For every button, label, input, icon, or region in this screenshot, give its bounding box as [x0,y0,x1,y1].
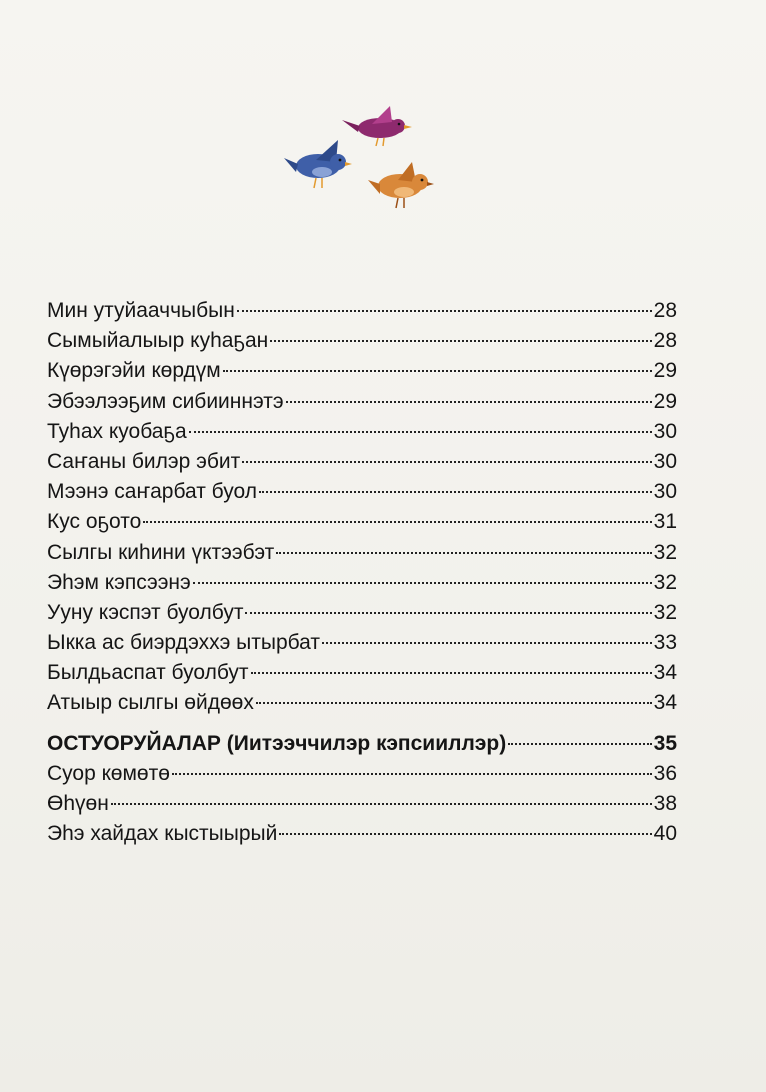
toc-entry-title: Атыыр сылгы өйдөөх [47,691,254,715]
toc-entry-page: 30 [653,449,677,473]
toc-entry-title: Ууну кэспэт буолбут [47,600,244,624]
toc-entry [47,447,677,477]
toc-entry-page: 30 [653,480,677,504]
orange-bird-icon [368,162,434,208]
toc-entry [47,296,677,326]
table-of-contents [47,296,677,849]
toc-entry-page: 34 [653,661,677,685]
toc-entry-title: Сылгы киһини үктээбэт [47,540,275,564]
toc-entry [47,688,677,718]
toc-entry [47,598,677,628]
toc-entry-page: 34 [653,691,677,715]
toc-entry-title: Эһэ хайдах кыстыырый [47,822,278,846]
toc-leader-dots [189,431,652,433]
toc-entry [47,819,677,849]
toc-leader-dots [270,340,651,342]
toc-entry-page: 33 [653,631,677,655]
toc-entry-title: Былдьаспат буолбут [47,661,249,685]
toc-leader-dots [276,552,651,554]
toc-entry-title: Мээнэ саҥарбат буол [47,480,257,504]
toc-entry-page: 30 [653,419,677,443]
toc-entry-title: Суор көмөтө [47,761,170,785]
toc-entry [47,507,677,537]
toc-entry [47,387,677,417]
toc-entry-title: Мин утуйааччыбын [47,299,235,322]
toc-entry-title: Саҥаны билэр эбит [47,449,241,473]
toc-leader-dots [242,461,651,463]
toc-entry [47,326,677,356]
toc-entry-title: Эбээлээҕим сибииннэтэ [47,389,284,413]
blue-bird-icon [284,140,352,188]
toc-entry-title: Ыкка ас биэрдэххэ ытырбат [47,631,321,655]
toc-section-heading [47,729,677,759]
toc-entry-page: 40 [653,822,677,846]
toc-leader-dots [111,803,652,805]
toc-leader-dots [279,833,651,835]
toc-entry [47,658,677,688]
toc-section-title: ОСТУОРУЙАЛАР (Иитээччилэр кэпсииллэр) [47,731,507,755]
toc-entry [47,538,677,568]
toc-leader-dots [237,310,652,312]
toc-entry [47,417,677,447]
toc-entry-title: Туһах куобаҕа [47,419,187,443]
toc-leader-dots [172,773,652,775]
toc-entry-title: Күөрэгэйи көрдүм [47,359,221,383]
toc-entry-title: Сымыйалыыр куһаҕан [47,329,269,353]
toc-entry-title: Эһэм кэпсээнэ [47,570,191,594]
toc-entry-page: 31 [653,510,677,534]
toc-leader-dots [245,612,651,614]
toc-leader-dots [508,743,651,745]
birds-illustration [280,100,440,220]
toc-entry-page: 29 [653,359,677,383]
toc-entry-title: Өһүөн [47,792,109,815]
toc-entry-page: 38 [653,792,677,815]
toc-entry [47,477,677,507]
toc-entry [47,759,677,789]
toc-entry-page: 28 [653,329,677,353]
toc-entry [47,789,677,819]
toc-entry-page: 32 [653,540,677,564]
toc-leader-dots [256,702,652,704]
toc-entry-page: 32 [653,570,677,594]
toc-section-page: 35 [653,731,677,755]
toc-leader-dots [193,582,652,584]
toc-entry [47,356,677,386]
toc-leader-dots [223,370,652,372]
magenta-bird-icon [342,106,412,146]
toc-leader-dots [259,491,652,493]
toc-entry-page: 29 [653,389,677,413]
toc-entry [47,628,677,658]
toc-entry-page: 36 [653,761,677,785]
toc-entry-page: 28 [653,299,677,322]
toc-leader-dots [143,521,651,523]
toc-leader-dots [286,401,652,403]
toc-leader-dots [251,672,652,674]
toc-entry [47,568,677,598]
toc-entry-title: Кус оҕото [47,510,142,534]
toc-entry-page: 32 [653,600,677,624]
toc-leader-dots [322,642,652,644]
